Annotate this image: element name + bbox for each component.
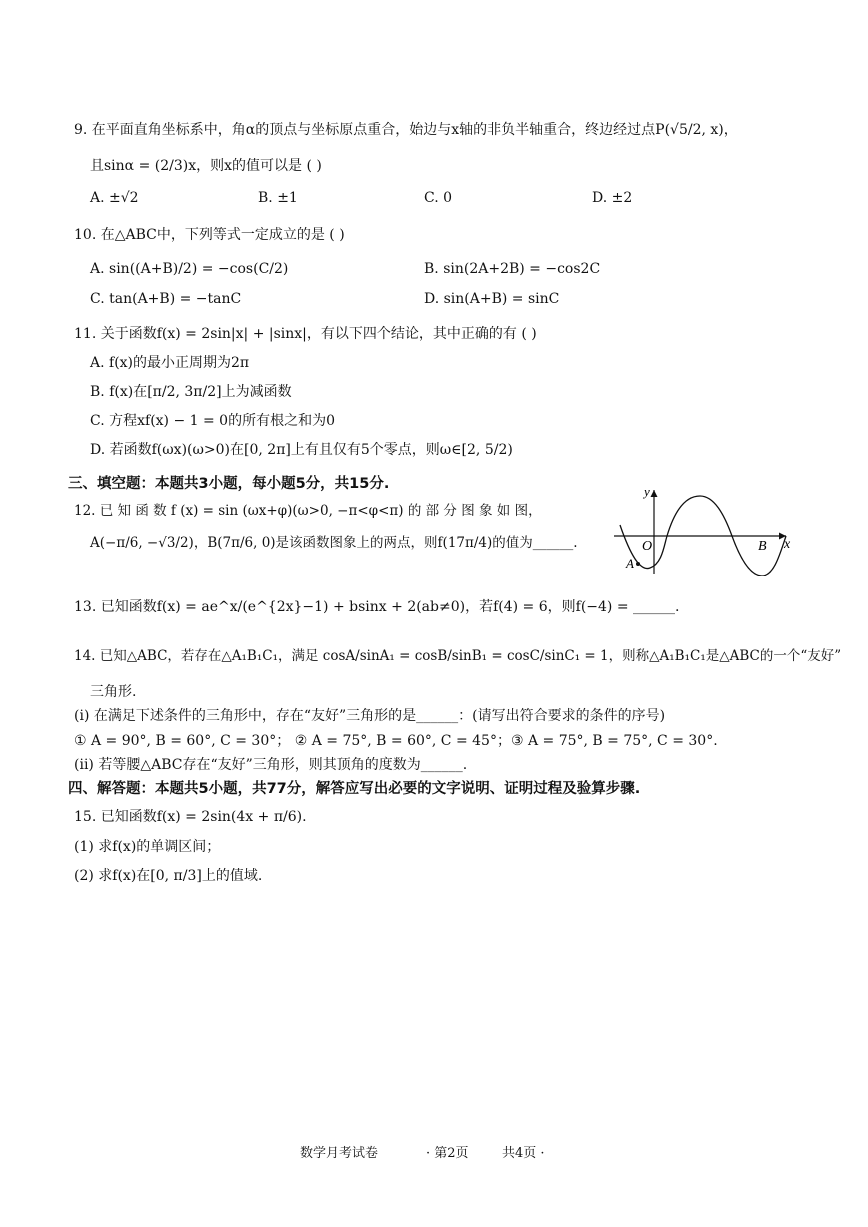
point-a-label: A [626, 556, 634, 571]
footer-page-number: · 第2页 [426, 1146, 469, 1161]
q14-part2: (ii) 若等腰△ABC存在“友好”三角形，则其顶角的度数为______. [74, 757, 468, 773]
q15-part1: (1) 求f(x)的单调区间； [74, 839, 221, 855]
q10-option-b: B. sin(2A+2B) = −cos2C [424, 261, 601, 277]
q10-option-a: A. sin((A+B)/2) = −cos(C/2) [90, 261, 289, 277]
y-axis-label: y [644, 484, 650, 499]
footer-exam-name: 数学月考试卷 [300, 1146, 379, 1161]
q14-part1: (i) 在满足下述条件的三角形中，存在“友好”三角形的是______：(请写出符合要求的条件的序号) [74, 708, 666, 724]
q9-option-d: D. ±2 [592, 190, 633, 206]
q14-stem-line1: 14. 已知△ABC，若存在△A₁B₁C₁，满足 cosA/sinA₁ = cosB/sinB₁ = cosC/sinC₁ = 1，则称△A₁B₁C₁是△ABC的一个“友好” [74, 648, 842, 664]
q12-stem-line2: A(−π/6, −√3/2)，B(7π/6, 0)是该函数图象上的两点，则f(17π/4)的值为______. [90, 535, 578, 551]
q9-option-c: C. 0 [424, 190, 453, 206]
section4-heading: 四、解答题：本题共5小题，共77分，解答应写出必要的文字说明、证明过程及验算步骤. [68, 781, 641, 797]
q13-stem: 13. 已知函数f(x) = ae^x/(e^{2x}−1) + bsinx + 2(ab≠0)，若f(4) = 6，则f(−4) = ______. [74, 599, 680, 615]
q9-option-b: B. ±1 [258, 190, 298, 206]
point-a [636, 562, 640, 566]
q11-stem: 11. 关于函数f(x) = 2sin|x| + |sinx|，有以下四个结论，其中正确的有 ( ) [74, 326, 537, 342]
q9-stem-line1: 9. 在平面直角坐标系中，角α的顶点与坐标原点重合，始边与x轴的非负半轴重合，终边经过点P(√5/2, x)， [74, 122, 738, 138]
q14-conditions: ① A = 90°, B = 60°, C = 30°； ② A = 75°, B = 60°, C = 45°；③ A = 75°, B = 75°, C = 30°. [74, 733, 718, 749]
q14-stem-line2: 三角形. [90, 684, 137, 700]
q11-option-a: A. f(x)的最小正周期为2π [90, 355, 250, 371]
x-axis-label: x [784, 537, 791, 552]
point-b-label: B [758, 539, 767, 554]
q15-part2: (2) 求f(x)在[0, π/3]上的值域. [74, 868, 263, 884]
footer-total-pages: 共4页 · [502, 1146, 545, 1161]
q9-option-a: A. ±√2 [90, 190, 139, 206]
q11-option-b: B. f(x)在[π/2, 3π/2]上为减函数 [90, 384, 292, 400]
q10-option-d: D. sin(A+B) = sinC [424, 291, 560, 307]
q10-option-c: C. tan(A+B) = −tanC [90, 291, 242, 307]
q12-stem-line1: 12. 已 知 函 数 f (x) = sin (ωx+φ)(ω>0, −π<φ<π) 的 部 分 图 象 如 图， [74, 503, 542, 519]
section3-heading: 三、填空题：本题共3小题，每小题5分，共15分. [68, 476, 390, 492]
q9-stem-line2: 且sinα = (2/3)x，则x的值可以是 ( ) [90, 158, 322, 174]
q11-option-c: C. 方程xf(x) − 1 = 0的所有根之和为0 [90, 413, 335, 429]
q15-stem: 15. 已知函数f(x) = 2sin(4x + π/6). [74, 809, 307, 825]
q12-sine-graph [610, 484, 800, 576]
q10-stem: 10. 在△ABC中，下列等式一定成立的是 ( ) [74, 227, 345, 243]
origin-label: O [642, 539, 653, 554]
q11-option-d: D. 若函数f(ωx)(ω>0)在[0, 2π]上有且仅有5个零点，则ω∈[2, 5/2) [90, 442, 513, 458]
